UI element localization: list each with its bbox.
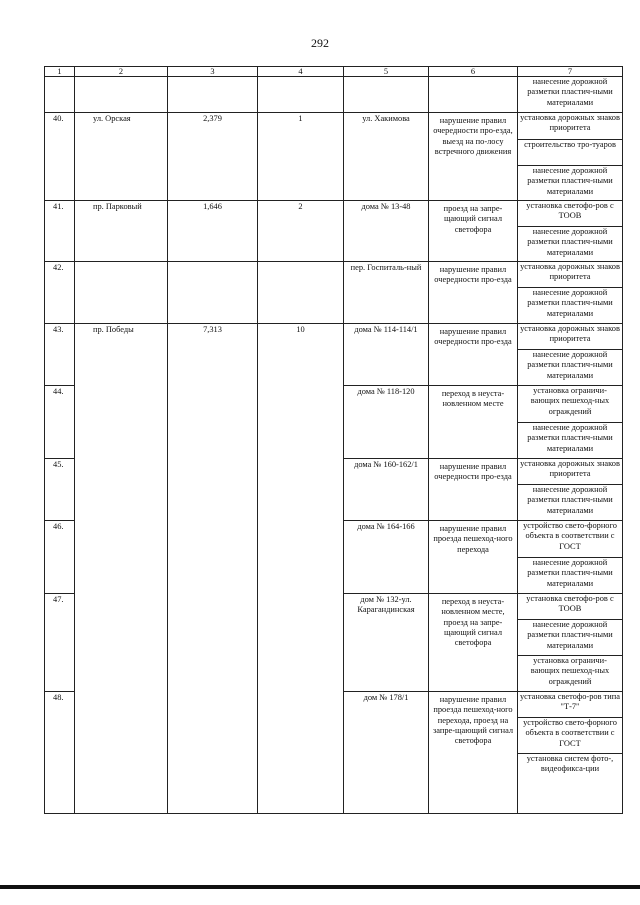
row-number: 41. xyxy=(45,201,75,262)
table-row xyxy=(45,77,623,113)
table-row xyxy=(45,324,623,350)
table-row xyxy=(45,201,623,227)
place-cell: дома № 118-120 xyxy=(344,386,429,459)
measure-cell: установка светофо-ров с ТООВ xyxy=(518,594,623,620)
header-cell-2: 2 xyxy=(75,67,168,77)
measure-cell: нанесение дорожной разметки пластич-ными материалами xyxy=(518,620,623,656)
measure-cell: установка дорожных знаков приоритета xyxy=(518,324,623,350)
place-cell: пер. Госпиталь-ный xyxy=(344,262,429,324)
row-number: 40. xyxy=(45,113,75,201)
measure-cell: устройство свето-форного объекта в соответствии с ГОСТ xyxy=(518,718,623,754)
issue-cell: нарушение правил проезда пешеход-ного перехода xyxy=(429,521,518,594)
measure-cell: нанесение дорожной разметки пластич-ными материалами xyxy=(518,166,623,201)
measure-cell: установка ограничи-вающих пешеход-ных ограждений xyxy=(518,386,623,423)
count-cell: 1 xyxy=(258,113,344,201)
measure-cell: нанесение дорожной разметки пластич-ными материалами xyxy=(518,350,623,386)
table-row xyxy=(45,113,623,140)
measure-cell: нанесение дорожной разметки пластич-ными материалами xyxy=(518,288,623,324)
header-row xyxy=(45,67,623,77)
row-number: 43. xyxy=(45,324,75,386)
measure-cell: установка дорожных знаков приоритета xyxy=(518,262,623,288)
row-number: 42. xyxy=(45,262,75,324)
header-cell-6: 6 xyxy=(429,67,518,77)
measure-cell: установка ограничи-вающих пешеход-ных ограждений xyxy=(518,656,623,692)
issue-cell: проезд на запре-щающий сигнал светофора xyxy=(429,201,518,262)
place-cell: ул. Хакимова xyxy=(344,113,429,201)
place-cell: дом № 178/1 xyxy=(344,692,429,814)
row-number: 48. xyxy=(45,692,75,814)
measure-cell: нанесение дорожной разметки пластич-ными материалами xyxy=(518,423,623,459)
measure-cell: установка светофо-ров типа "Т-7" xyxy=(518,692,623,718)
measure-cell: строительство тро-туаров xyxy=(518,140,623,166)
place-cell: дома № 13-48 xyxy=(344,201,429,262)
count-cell: 10 xyxy=(258,324,344,814)
measure-cell: нанесение дорожной разметки пластич-ными материалами xyxy=(518,485,623,521)
issue-cell: нарушение правил проезда пешеход-ного перехода, проезд на запре-щающий сигнал светофора xyxy=(429,692,518,814)
bottom-rule xyxy=(0,885,640,889)
row-number: 47. xyxy=(45,594,75,692)
row-number: 45. xyxy=(45,459,75,521)
table-row xyxy=(45,262,623,288)
row-number: 44. xyxy=(45,386,75,459)
measures-table xyxy=(44,66,623,814)
count-cell: 2 xyxy=(258,201,344,262)
measure-cell: установка дорожных знаков приоритета xyxy=(518,459,623,485)
length-cell: 1,646 xyxy=(168,201,258,262)
header-cell-5: 5 xyxy=(344,67,429,77)
place-cell: дом № 132-ул. Карагандинская xyxy=(344,594,429,692)
header-cell-7: 7 xyxy=(518,67,623,77)
issue-cell: нарушение правил очередности про-езда, выезд на по-лосу встречного движения xyxy=(429,113,518,201)
length-cell: 2,379 xyxy=(168,113,258,201)
street-cell: пр. Победы xyxy=(75,324,168,814)
length-cell: 7,313 xyxy=(168,324,258,814)
measure-cell: нанесение дорожной разметки пластич-ными материалами xyxy=(518,227,623,262)
street-cell: пр. Парковый xyxy=(75,201,168,262)
issue-cell: нарушение правил очередности про-езда xyxy=(429,324,518,386)
measure-cell: установка систем фото-, видеофикса-ции xyxy=(518,754,623,814)
header-cell-4: 4 xyxy=(258,67,344,77)
measure-cell: установка светофо-ров с ТООВ xyxy=(518,201,623,227)
measure-cell: устройство свето-форного объекта в соответствии с ГОСТ xyxy=(518,521,623,558)
row-number: 46. xyxy=(45,521,75,594)
measure-cell: нанесение дорожной разметки пластич-ными материалами xyxy=(518,558,623,594)
header-cell-1: 1 xyxy=(45,67,75,77)
place-cell: дома № 114-114/1 xyxy=(344,324,429,386)
issue-cell: нарушение правил очередности про-езда xyxy=(429,262,518,324)
page-number: 292 xyxy=(311,36,329,50)
issue-cell: нарушение правил очередности про-езда xyxy=(429,459,518,521)
issue-cell: переход в неуста-новленном месте, проезд на запре-щающий сигнал светофора xyxy=(429,594,518,692)
street-cell: ул. Орская xyxy=(75,113,168,201)
measure-cell: установка дорожных знаков приоритета xyxy=(518,113,623,140)
measure-cell: нанесение дорожной разметки пластич-ными материалами xyxy=(518,77,623,113)
header-cell-3: 3 xyxy=(168,67,258,77)
issue-cell: переход в неуста-новленном месте xyxy=(429,386,518,459)
place-cell: дома № 160-162/1 xyxy=(344,459,429,521)
place-cell: дома № 164-166 xyxy=(344,521,429,594)
